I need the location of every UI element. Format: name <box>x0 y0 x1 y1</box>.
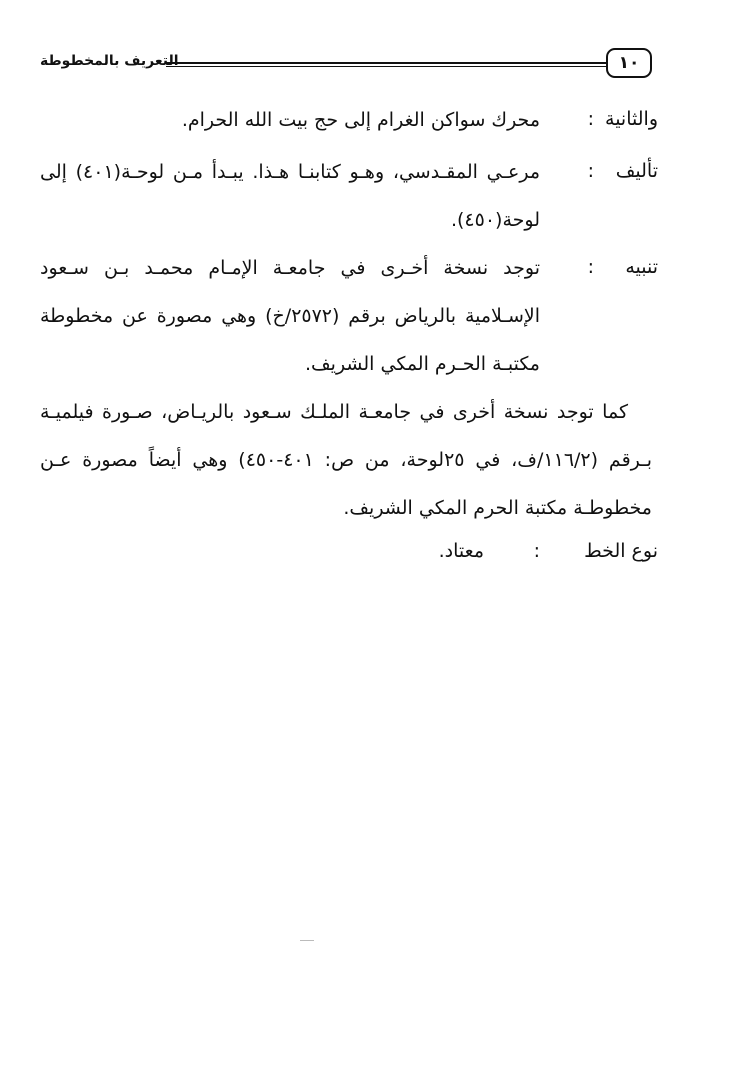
entry-definition-note: توجد نسخة أخـرى في جامعـة الإمـام محمـد بـن سـعود الإسـلامية بالرياض برقم (٢٥٧٢/خ) وهي مصورة عن مخطوطة مكتبـة الحـرم المكي الشريف. <box>40 257 540 375</box>
entry-colon: : <box>587 160 594 182</box>
entry-colon: : <box>587 108 594 130</box>
running-title: التعريف بالمخطوطة <box>40 53 179 69</box>
entry-definition-second: محرك سواكن الغرام إلى حج بيت الله الحرام. <box>181 109 540 131</box>
entry-term-authorship: تأليف <box>615 160 658 182</box>
entry-definition-authorship: مرعـي المقـدسي، وهـو كتابنـا هـذا. يبـدأ مـن لوحـة(٤٠١) إلى لوحة(٤٥٠). <box>40 161 541 231</box>
header-rule <box>166 62 606 64</box>
scan-speck <box>300 940 314 941</box>
script-type-term: نوع الخط <box>584 540 658 562</box>
paragraph-other-copy: كما توجد نسخة أخرى في جامعـة الملـك سـعود بالريـاض، صـورة فيلميـة بـرقم (١١٦/٢/ف، في ٢٥لوحة، من ص: ٤٠١-٤٥٠) وهي أيضاً مصورة عـن مخطوطـة مكتبة الحرم المكي الشريف. <box>40 401 652 519</box>
page-header <box>40 48 652 82</box>
entry-term-second: والثانية <box>605 108 658 130</box>
entry-colon: : <box>587 256 594 278</box>
page-number: ١٠ <box>618 53 640 73</box>
script-type-value: معتاد. <box>438 540 484 562</box>
entry-term-note: تنبيه <box>625 256 658 278</box>
page-number-badge <box>606 48 652 78</box>
script-type-colon: : <box>533 540 540 562</box>
header-rule-thin <box>166 66 606 67</box>
